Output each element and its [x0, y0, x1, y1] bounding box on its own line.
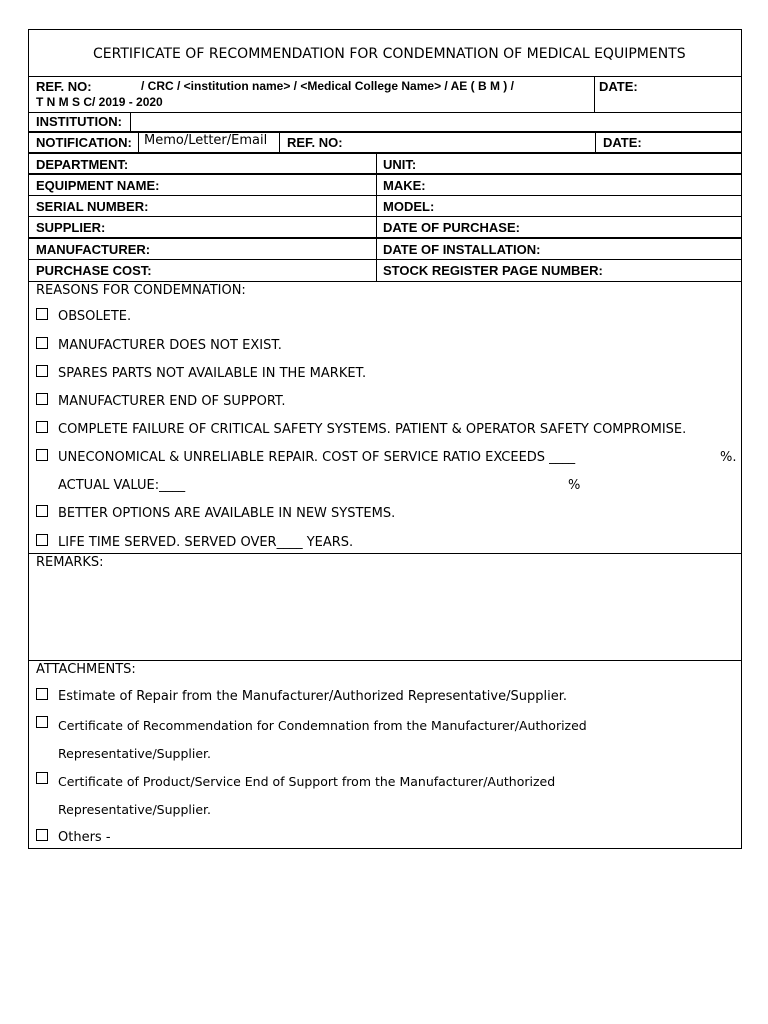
field-row — [29, 216, 741, 237]
notification-row — [29, 131, 741, 152]
field-label: MANUFACTURER: — [36, 242, 151, 257]
actual-value-label: ACTUAL VALUE:____ — [58, 478, 186, 493]
form-title: CERTIFICATE OF RECOMMENDATION FOR CONDEMNATION OF MEDICAL EQUIPMENTS — [93, 46, 686, 62]
divider — [130, 113, 131, 131]
divider — [376, 154, 377, 173]
reason-label: LIFE TIME SERVED. SERVED OVER____ YEARS. — [58, 535, 354, 550]
field-label: STOCK REGISTER PAGE NUMBER: — [383, 263, 603, 278]
divider — [138, 133, 139, 152]
reason-checkbox[interactable] — [36, 449, 48, 461]
reason-checkbox[interactable] — [36, 534, 48, 546]
attachment-label: Certificate of Recommendation for Condemnation from the Manufacturer/Authorized — [58, 718, 587, 733]
reason-label: MANUFACTURER END OF SUPPORT. — [58, 394, 286, 409]
attachment-label: Certificate of Product/Service End of Support from the Manufacturer/Authorized — [58, 774, 556, 789]
notification-label: NOTIFICATION: — [36, 135, 132, 150]
attachment-checkbox[interactable] — [36, 829, 48, 841]
divider — [595, 133, 596, 152]
field-label: SUPPLIER: — [36, 220, 106, 235]
reason-checkbox[interactable] — [36, 308, 48, 320]
field-label: MAKE: — [383, 178, 426, 193]
field-row — [29, 152, 741, 173]
reason-checkbox[interactable] — [36, 505, 48, 517]
institution-row — [29, 112, 741, 131]
field-row — [29, 237, 741, 259]
field-label: SERIAL NUMBER: — [36, 199, 149, 214]
divider — [279, 133, 280, 152]
attachment-checkbox[interactable] — [36, 772, 48, 784]
divider — [594, 77, 595, 112]
percent-sign: %. — [720, 450, 737, 465]
field-row — [29, 259, 741, 281]
reason-label: MANUFACTURER DOES NOT EXIST. — [58, 338, 282, 353]
reason-checkbox[interactable] — [36, 393, 48, 405]
divider — [376, 260, 377, 281]
attachments-heading: ATTACHMENTS: — [36, 662, 136, 677]
remarks-label: REMARKS: — [36, 555, 104, 570]
field-label: DATE OF PURCHASE: — [383, 220, 520, 235]
ref-row — [29, 76, 741, 112]
ref-no-parts: / CRC / <institution name> / <Medical College Name> / AE ( B M ) / — [141, 79, 514, 93]
field-label: DEPARTMENT: — [36, 157, 129, 172]
actual-percent-sign: % — [568, 478, 581, 493]
divider — [376, 217, 377, 237]
reason-checkbox[interactable] — [36, 365, 48, 377]
field-label: DATE OF INSTALLATION: — [383, 242, 541, 257]
ref-date-label: DATE: — [599, 79, 638, 94]
divider — [376, 196, 377, 216]
field-label: EQUIPMENT NAME: — [36, 178, 160, 193]
reasons-section — [29, 281, 741, 553]
attachment-label: Others - — [58, 830, 111, 845]
reason-label: UNECONOMICAL & UNRELIABLE REPAIR. COST OF SERVICE RATIO EXCEEDS ____ — [58, 450, 576, 465]
attachment-label-cont: Representative/Supplier. — [58, 746, 211, 761]
institution-label: INSTITUTION: — [36, 114, 122, 129]
attachment-label: Estimate of Repair from the Manufacturer/Authorized Representative/Supplier. — [58, 689, 567, 704]
field-label: UNIT: — [383, 157, 417, 172]
reason-label: BETTER OPTIONS ARE AVAILABLE IN NEW SYSTEMS. — [58, 506, 396, 521]
reason-checkbox[interactable] — [36, 337, 48, 349]
reason-label: OBSOLETE. — [58, 309, 132, 324]
reason-label: COMPLETE FAILURE OF CRITICAL SAFETY SYSTEMS. PATIENT & OPERATOR SAFETY COMPROMISE. — [58, 422, 687, 437]
attachment-label-cont: Representative/Supplier. — [58, 802, 211, 817]
field-label: MODEL: — [383, 199, 435, 214]
remarks-section — [29, 553, 741, 660]
divider — [376, 175, 377, 195]
notification-date-label: DATE: — [603, 135, 642, 150]
ref-no-label: REF. NO: — [36, 79, 92, 94]
attachments-section — [29, 660, 741, 848]
reason-label: SPARES PARTS NOT AVAILABLE IN THE MARKET. — [58, 366, 367, 381]
notification-value: Memo/Letter/Email — [144, 133, 268, 148]
field-label: PURCHASE COST: — [36, 263, 152, 278]
divider — [376, 239, 377, 259]
reason-checkbox[interactable] — [36, 421, 48, 433]
attachment-checkbox[interactable] — [36, 688, 48, 700]
ref-no-line2: T N M S C/ 2019 - 2020 — [36, 95, 163, 109]
attachment-checkbox[interactable] — [36, 716, 48, 728]
field-row — [29, 195, 741, 216]
condemnation-form — [28, 29, 742, 849]
notification-ref-label: REF. NO: — [287, 135, 343, 150]
reasons-heading: REASONS FOR CONDEMNATION: — [36, 283, 246, 298]
field-row — [29, 173, 741, 195]
